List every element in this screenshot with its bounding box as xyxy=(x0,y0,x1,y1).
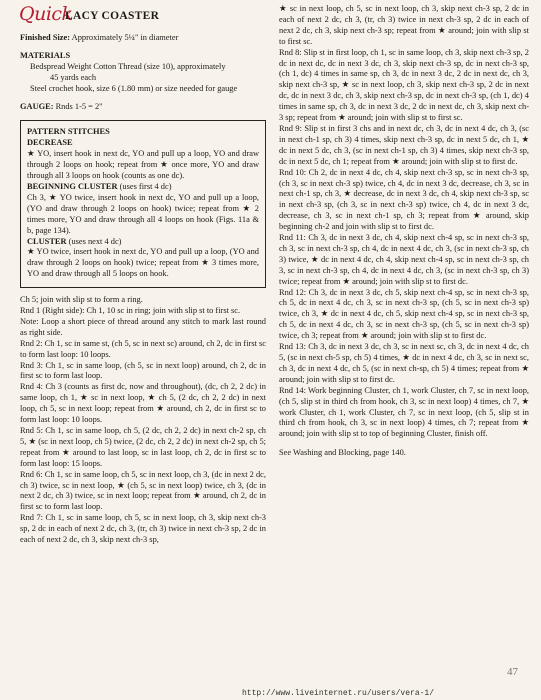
gauge-label: GAUGE: xyxy=(20,101,54,111)
beginning-cluster-heading-row xyxy=(27,182,259,193)
materials-line-2: 45 yards each xyxy=(50,72,97,82)
instruction-rnd-13: Rnd 13: Ch 3, dc in next 3 dc, ch 3, sc in next sc, ch 3, dc in next 4 dc, ch 5, (sc in next ch-5 sp, ch 5) 4 times, ★ dc in next 4 dc, ch 3, sc in next sc, ch 3, dc in next 4 dc, ch 5, (sc in next ch-sp, ch 5) 4 times; repeat from ★ around; join with slip st to first dc. xyxy=(279,342,529,384)
instruction-rnd-5: Rnd 5: Ch 1, sc in same loop, ch 5, (2 dc, ch 2, 2 dc) in next ch-2 sp, ch 5, ★ (sc in next loop, ch 5) twice, (2 dc, ch 2, 2 dc) in next ch-2 sp, ch 5; repeat from ★ around to last loop, sc in last loop, ch 2, dc in first sc to form last loop: 15 loops. xyxy=(20,426,266,468)
materials-line-1: Bedspread Weight Cotton Thread (size 10), approximately xyxy=(30,61,226,71)
left-column xyxy=(20,4,266,546)
beginning-cluster-text: Ch 3, ★ YO twice, insert hook in next dc, YO and pull up a loop, (YO and draw through 2 loops on hook) twice; repeat from ★ 2 times more, YO and draw through all 4 loops on hook (Figs. 11a & b, page 134). xyxy=(27,192,259,235)
instruction-ring: Ch 5; join with slip st to form a ring. xyxy=(20,295,143,305)
instruction-rnd-14: Rnd 14: Work beginning Cluster, ch 1, work Cluster, ch 7, sc in next loop, (ch 5, slip st in third ch from hook, ch 3, sc in next loop) 4 times, ch 7, ★ work Cluster, ch 1, work Cluster, ch 7, sc in next loop, (ch 5, slip st in third ch from hook, ch 3, sc in next loop) 4 times, ch 7; repeat from ★ around; join with slip st to top of beginning Cluster, finish off. xyxy=(279,385,529,439)
box-heading: PATTERN STITCHES xyxy=(27,127,110,137)
instruction-rnd-6: Rnd 6: Ch 1, sc in same loop, ch 5, sc in next loop, ch 3, (dc in next 2 dc, ch 3) twice, sc in next loop, ★ (ch 5, sc in next loop) twice, ch 3, (dc in next 2 dc, ch 3) twice, sc in next loop; repeat from ★ around, ch 2, dc in first sc to form last loop. xyxy=(20,469,266,512)
instruction-rnd-12: Rnd 12: Ch 3, dc in next 3 dc, ch 5, skip next ch-4 sp, sc in next ch-3 sp, ch 5, dc in next 4 dc, ch 3, sc in next ch-3 sp, (ch 5, sc in next ch-3 sp) twice, ch 3, ★ dc in next 4 dc, ch 5, skip next ch-4 sp, sc in next ch-3 sp, ch 5, dc in next 4 dc, ch 3, sc in next ch-3 sp, (ch 5, sc in next ch-3 sp) twice, ch 3; repeat from ★ around; join with slip st to first dc. xyxy=(279,287,529,341)
right-column xyxy=(279,4,529,459)
instruction-note: Note: Loop a short piece of thread around any stitch to mark last round as right side. xyxy=(20,316,266,337)
title-row xyxy=(20,4,266,26)
page-number: 47 xyxy=(507,666,518,678)
instruction-rnd-8: Rnd 8: Slip st in first loop, ch 1, sc in same loop, ch 3, skip next ch-3 sp, 2 dc in next dc, dc in next 3 dc, ch 3, skip next ch-3 sp, dc in next ch-3 sp, (ch 1, dc) 4 times in same sp, ch 3, dc in next 3 dc, 2 dc in next dc, ch 3, skip next ch-3 sp, ★ sc in next loop, ch 3, skip next ch-3 sp, 2 dc in next dc, dc in next 3 dc, ch 3, skip next ch-3 sp, dc in next ch-3 sp, (ch 1, dc) 4 times in same sp, ch 3, dc in next 3 dc, 2 dc in next dc, ch 3, skip next ch-3 sp; repeat from ★ around; join with slip st to first sc. xyxy=(279,47,529,123)
instruction-rnd-11: Rnd 11: Ch 3, dc in next 3 dc, ch 4, skip next ch-4 sp, sc in next ch-3 sp, ch 3, sc in next ch-3 sp, ch 4, dc in next 4 dc, ch 3, (sc in next ch-3 sp, ch 3) twice, ★ dc in next 4 dc, ch 4, skip next ch-4 sp, sc in next ch-3 sp, ch 3, sc in next ch-3 sp, ch 4, dc in next 4 dc, ch 3, (sc in next ch-3 sp, ch 3) twice; repeat from ★ around; join with slip st to first dc. xyxy=(279,233,529,286)
gauge-value: Rnds 1-5 = 2" xyxy=(55,101,103,111)
materials-heading: MATERIALS xyxy=(20,50,71,60)
beginning-cluster-note: (uses first 4 dc) xyxy=(119,181,172,191)
materials-line-3: Steel crochet hook, size 6 (1.80 mm) or size needed for gauge xyxy=(30,83,238,93)
finished-size xyxy=(20,33,266,44)
instruction-rnd-10: Rnd 10: Ch 2, dc in next 4 dc, ch 4, skip next ch-3 sp, sc in next ch-3 sp, (ch 3, sc in next ch-3 sp) twice, ch 4, dc in next 3 dc, decrease, ch 3, sc in next ch-1 sp, ch 3, ★ decrease, dc in next 3 dc, ch 4, skip next ch-3 sp, sc in next ch-3 sp, (ch 3, sc in next ch-3 sp) twice, ch 4, dc in next 3 dc, decrease, ch 3, sc in next ch-1 sp, ch 3; repeat from ★ around, skip beginning ch-2 and join with slip st to first dc. xyxy=(279,167,529,232)
pattern-title: LACY COASTER xyxy=(65,10,160,22)
instruction-rnd-7-cont: ★ sc in next loop, ch 5, sc in next loop, ch 3, skip next ch-3 sp, 2 dc in each of next 2 dc, ch 3, (tr, ch 3) twice in next ch-3 sp, 2 dc in each of next 2 dc, ch 3, skip next ch-3 sp; repeat from ★ around; join with slip st to first sc. xyxy=(279,4,529,46)
quick-logo: Quick xyxy=(19,3,73,25)
cluster-heading-row xyxy=(27,237,259,248)
instruction-rnd-4: Rnd 4: Ch 3 (counts as first dc, now and throughout), (dc, ch 2, 2 dc) in same loop, ch 1, ★ sc in next loop, ★ ch 5, (2 dc, ch 2, 2 dc) in next loop, ch 5, sc in next loop; repeat from ★ around, ch 2, dc in first sc to form last loop: 10 loops. xyxy=(20,382,266,425)
instruction-rnd-1: Rnd 1 (Right side): Ch 1, 10 sc in ring; join with slip st to first sc. xyxy=(20,306,241,316)
finished-size-label: Finished Size: xyxy=(20,33,71,42)
instruction-rnd-2: Rnd 2: Ch 1, sc in same st, (ch 5, sc in next sc) around, ch 2, dc in first sc to form last loop: 10 loops. xyxy=(20,338,266,359)
beginning-cluster-heading: BEGINNING CLUSTER xyxy=(27,181,118,191)
gauge xyxy=(20,102,266,113)
instruction-rnd-3: Rnd 3: Ch 1, sc in same loop, (ch 5, sc in next loop) around, ch 2, dc in first sc to form last loop. xyxy=(20,360,266,381)
decrease-text: ★ YO, insert hook in next dc, YO and pull up a loop, YO and draw through 2 loops on hook; repeat from ★ once more, YO and draw through all 3 loops on hook (counts as one dc). xyxy=(27,149,259,181)
cluster-text: ★ YO twice, insert hook in next dc, YO and pull up a loop, (YO and draw through 2 loops on hook) twice; repeat from ★ 3 times more, YO and draw through all 5 loops on hook. xyxy=(27,247,259,279)
cluster-heading: CLUSTER xyxy=(27,236,67,246)
source-url[interactable]: http://www.liveinternet.ru/users/vera-1/ xyxy=(242,689,435,698)
washing-blocking-note: See Washing and Blocking, page 140. xyxy=(279,448,406,458)
cluster-note: (uses next 4 dc) xyxy=(68,236,122,246)
finished-size-value: Approximately 5¼" in diameter xyxy=(71,33,179,42)
decrease-heading: DECREASE xyxy=(27,138,73,148)
left-instructions xyxy=(20,295,266,546)
instruction-rnd-9: Rnd 9: Slip st in first 3 chs and in next dc, ch 3, dc in next 4 dc, ch 3, (sc in next ch-1 sp, ch 3) 4 times, skip next ch-3 sp, dc in next 5 dc, ch 1, ★ dc in next 5 dc, ch 3, (sc in next ch-1 sp, ch 3) 4 times, skip next ch-3 sp, dc in next 5 dc, ch 1; repeat from ★ around; join with slip st to first dc. xyxy=(279,123,529,166)
pattern-stitches-box xyxy=(20,120,266,288)
instruction-rnd-7: Rnd 7: Ch 1, sc in same loop, ch 5, sc in next loop, ch 3, skip next ch-3 sp, 2 dc in each of next 2 dc, ch 3, (tr, ch 3) twice in next ch-3 sp, 2 dc in each of next 2 dc, ch 3, skip next ch-3 sp, xyxy=(20,513,266,545)
